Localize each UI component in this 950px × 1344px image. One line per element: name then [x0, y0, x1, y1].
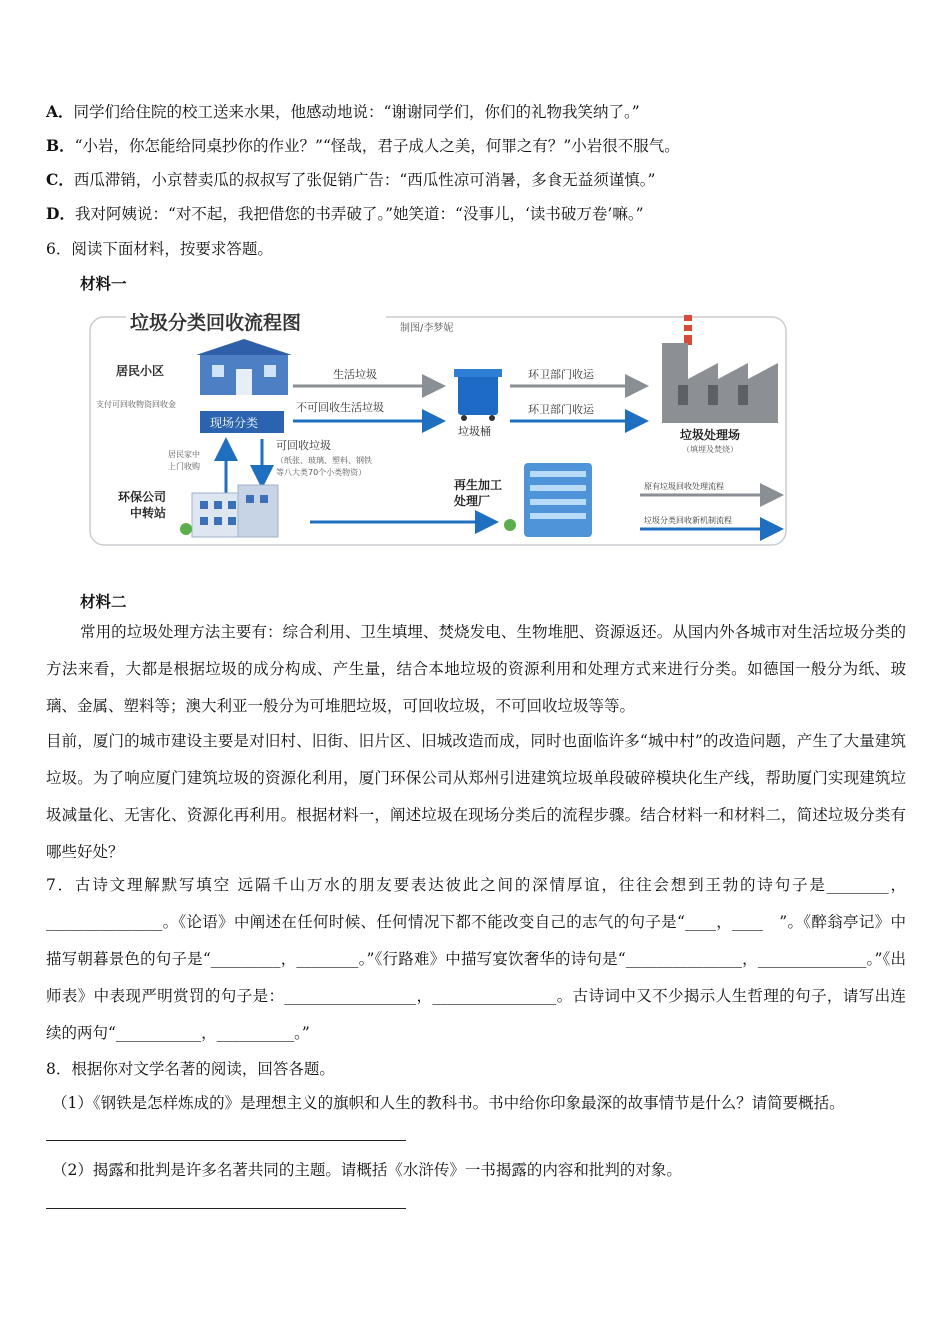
recycle-plant-label-2: 处理厂 [454, 494, 491, 508]
living-waste-label: 生活垃圾 [333, 368, 377, 381]
option-text: 同学们给住院的校工送来水果，他感动地说：“谢谢同学们，你们的礼物我笑纳了。” [73, 103, 640, 121]
bin-label: 垃圾桶 [458, 425, 491, 438]
recycling-flow-diagram [88, 303, 788, 553]
option-letter: A． [46, 102, 74, 121]
option-letter: C． [46, 170, 74, 189]
option-text: 我对阿姨说：“对不起，我把借您的书弄破了。”她笑道：“没事儿，‘读书破万卷’嘛。” [74, 205, 644, 223]
diagram-credit: 制图/李梦妮 [400, 323, 454, 334]
q6-title: 6．阅读下面材料，按要求答题。 [46, 240, 273, 258]
material2-label: 材料二 [80, 592, 127, 611]
option-text: 西瓜滞销，小京替卖瓜的叔叔写了张促销广告：“西瓜性凉可消暑，多食无益须谨慎。” [73, 171, 656, 189]
q8-sub1: （1）《钢铁是怎样炼成的》是理想主义的旗帜和人生的教科书。书中给你印象最深的故事情节是什么？请简要概括。 [52, 1094, 845, 1112]
material2-paragraph-1: 常用的垃圾处理方法主要有：综合利用、卫生填埋、焚烧发电、生物堆肥、资源返还。从国内外各城市对生活垃圾分类的方法来看，大都是根据垃圾的成分构成、产生量，结合本地垃圾的资源利用和处理方式来进行分类。如德国一般分为纸、玻璃、金属、塑料等；澳大利亚一般分为可堆肥垃圾，可回收垃圾，不可回收垃圾等等。 [46, 623, 906, 715]
home-pickup-1: 居民家中 [168, 450, 200, 459]
onsite-sort-label: 现场分类 [210, 416, 259, 430]
option-d [46, 203, 644, 225]
residential-label: 居民小区 [116, 364, 165, 378]
nonrecyclable-label: 不可回收生活垃圾 [296, 401, 384, 414]
q8-title: 8．根据你对文学名著的阅读，回答各题。 [46, 1060, 335, 1078]
option-letter: B． [46, 136, 75, 155]
option-text: “小岩，你怎能给同桌抄你的作业？”“怪哉，君子成人之美，何罪之有？”小岩很不服气。 [74, 137, 680, 155]
recyclable-note-1: （纸张、玻璃、塑料、钢铁 [276, 456, 372, 465]
option-a [46, 101, 640, 123]
transfer-station-icon [180, 485, 278, 537]
pay-note: 支付可回收物资回收金 [96, 400, 176, 409]
sanitation-label-1: 环卫部门收运 [528, 368, 594, 381]
diagram-title: 垃圾分类回收流程图 [130, 312, 302, 334]
option-b [46, 135, 680, 157]
transfer-label-1: 环保公司 [118, 490, 167, 504]
q7-text: 7．古诗文理解默写填空 远隔千山万水的朋友要表达彼此之间的深情厚谊，往往会想到王勃的诗句子是________，_______________。《论语》中阐述在任何时候、任何情况下都不能改变自己的志气的句子是“____，____ ”。《醉翁亭记》中描写朝暮景色的句子是“_________，________。”《行路难》中描写宴饮奢华的诗句是“_______________，______________。”《出师表》中表现严明赏罚的句子是：_________________，________________。古诗词中又不少揭示人生哲理的句子，请写出连续的两句“___________，__________。” [46, 876, 906, 1042]
material1-label: 材料一 [80, 274, 127, 293]
answer-line-1 [46, 1140, 406, 1141]
recycle-plant-label-1: 再生加工 [454, 478, 503, 492]
waste-bin-icon [454, 369, 502, 421]
home-pickup-2: 上门收购 [168, 462, 200, 471]
legend-old-label: 原有垃圾回收处理流程 [644, 482, 724, 491]
legend-new-label: 垃圾分类回收新机制流程 [644, 516, 732, 525]
material2-paragraph-2: 目前，厦门的城市建设主要是对旧村、旧街、旧片区、旧城改造而成，同时也面临许多“城中村”的改造问题，产生了大量建筑垃圾。为了响应厦门建筑垃圾的资源化利用，厦门环保公司从郑州引进建筑垃圾单段破碎模块化生产线，帮助厦门实现建筑垃圾减量化、无害化、资源化再利用。根据材料一，阐述垃圾在现场分类后的流程步骤。结合材料一和材料二，简述垃圾分类有哪些好处？ [46, 732, 906, 861]
plant-note: （填埋及焚烧） [682, 445, 738, 454]
recyclable-label: 可回收垃圾 [276, 439, 331, 452]
transfer-label-2: 中转站 [130, 506, 167, 520]
recyclable-note-2: 等八大类70个小类物资） [276, 468, 367, 477]
plant-label: 垃圾处理场 [680, 428, 741, 442]
option-letter: D． [46, 204, 75, 223]
answer-line-2 [46, 1208, 406, 1209]
option-c [46, 169, 655, 191]
q8-sub2: （2）揭露和批判是许多名著共同的主题。请概括《水浒传》一书揭露的内容和批判的对象。 [52, 1161, 682, 1179]
sanitation-label-2: 环卫部门收运 [528, 403, 594, 416]
